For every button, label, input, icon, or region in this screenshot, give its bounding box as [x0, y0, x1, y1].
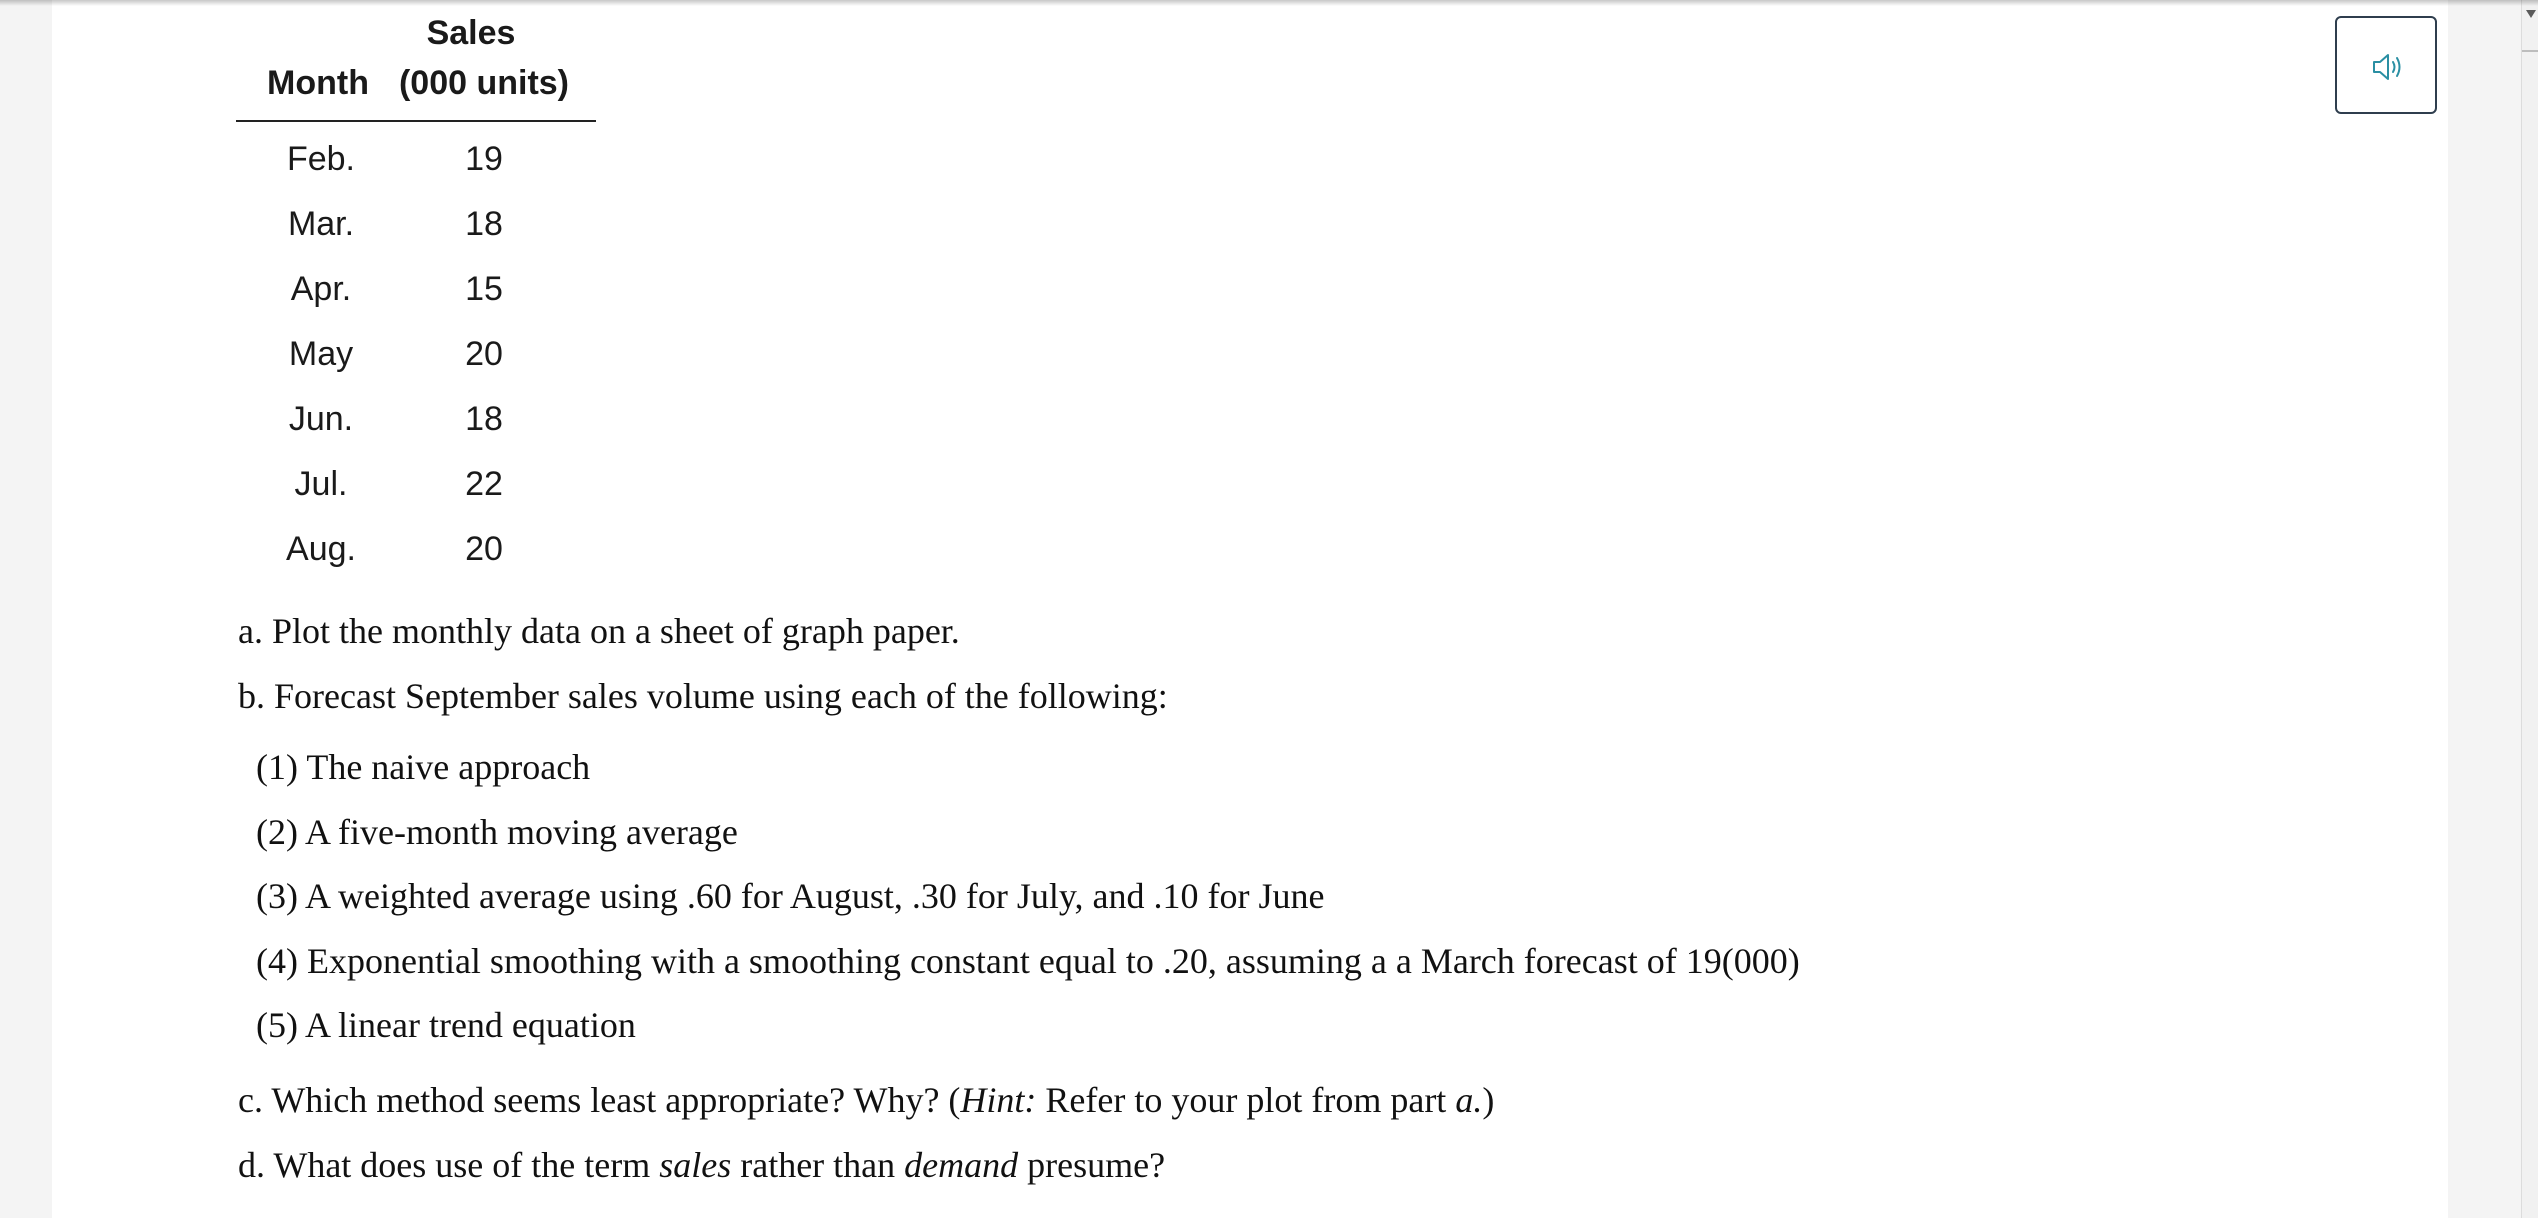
question-b-item-4: (4) Exponential smoothing with a smoothing constant equal to .20, assuming a a March forecast of 19(000)	[256, 941, 1800, 981]
question-d	[238, 1144, 1165, 1186]
month-cell: Apr.	[290, 270, 352, 308]
question-d-middle: rather than	[731, 1145, 905, 1185]
month-cell: Mar.	[287, 205, 355, 243]
table-body	[236, 122, 596, 585]
question-c	[238, 1079, 1494, 1121]
term-sales: sales	[659, 1145, 732, 1185]
scroll-up-arrow-icon[interactable]	[2526, 10, 2536, 18]
header-sales-units: (000 units)	[398, 64, 570, 102]
question-a: a. Plot the monthly data on a sheet of graph paper.	[238, 611, 960, 651]
part-reference: a.	[1455, 1080, 1483, 1120]
month-cell: Feb.	[286, 140, 356, 178]
table-row	[236, 325, 596, 390]
table-row	[236, 455, 596, 520]
question-c-prefix: c. Which method seems least appropriate? Why? (	[238, 1080, 961, 1120]
question-b-item-1: (1) The naive approach	[256, 747, 591, 787]
question-d-prefix: d. What does use of the term	[238, 1145, 660, 1185]
month-cell: Jun.	[288, 400, 354, 438]
header-month: Month	[267, 64, 369, 102]
sales-cell: 15	[465, 270, 503, 308]
audio-read-aloud-button[interactable]	[2335, 16, 2437, 114]
question-b-item-3: (3) A weighted average using .60 for August, .30 for July, and .10 for June	[256, 876, 1325, 916]
table-row	[236, 130, 596, 195]
sales-cell: 19	[465, 140, 503, 178]
sales-cell: 18	[465, 205, 503, 243]
table-row	[236, 260, 596, 325]
question-c-suffix: )	[1482, 1080, 1495, 1120]
month-cell: Aug.	[286, 530, 356, 568]
scrollbar-thumb[interactable]	[2522, 50, 2538, 52]
month-cell: May	[288, 335, 354, 373]
question-b-item-5: (5) A linear trend equation	[256, 1005, 636, 1045]
term-demand: demand	[904, 1145, 1019, 1185]
question-d-suffix: presume?	[1018, 1145, 1166, 1185]
top-shadow	[0, 0, 2538, 6]
table-row	[236, 195, 596, 260]
sales-cell: 18	[465, 400, 503, 438]
question-c-middle: Refer to your plot from part	[1036, 1080, 1456, 1120]
scrollbar[interactable]	[2521, 0, 2538, 1218]
sales-cell: 20	[465, 530, 503, 568]
question-b: b. Forecast September sales volume using each of the following:	[238, 676, 1168, 716]
table-header-row-2	[236, 64, 596, 122]
sales-table	[236, 10, 596, 585]
table-row	[236, 390, 596, 455]
speaker-icon	[2370, 49, 2406, 85]
month-cell: Jul.	[294, 465, 348, 503]
hint-label: Hint:	[960, 1080, 1037, 1120]
table-header-row-1	[236, 10, 596, 64]
sales-cell: 22	[465, 465, 503, 503]
table-row	[236, 520, 596, 585]
header-sales: Sales	[426, 14, 516, 52]
question-b-item-2: (2) A five-month moving average	[256, 812, 738, 852]
sales-cell: 20	[465, 335, 503, 373]
